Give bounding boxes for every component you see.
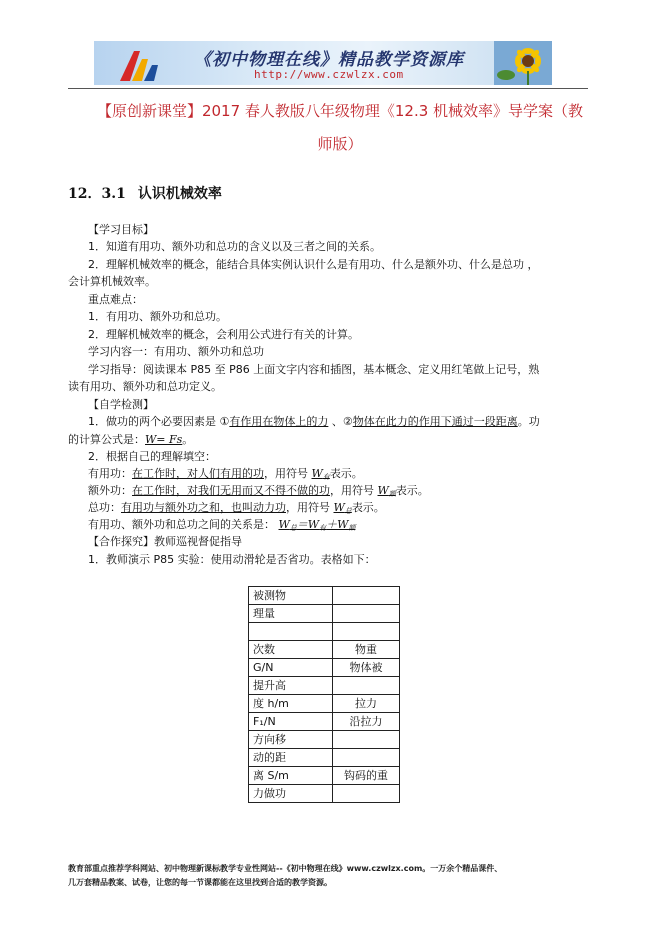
q1b-suffix: 。 — [182, 433, 194, 446]
table-row — [249, 641, 400, 659]
table-cell: 物体被 — [333, 659, 400, 677]
table-cell: 力做功 — [249, 785, 333, 803]
sunflower-icon — [494, 41, 552, 85]
extra-label: 额外功： — [88, 484, 132, 497]
goal-2b: 会计算机械效率。 — [68, 275, 156, 288]
table-row — [249, 605, 400, 623]
goal-2a: 2．理解机械效率的概念，能结合具体实例认识什么是有用功、什么是额外功、什么是总功 ， — [88, 258, 539, 271]
table-cell — [249, 623, 333, 641]
q1-answer-2: 物体在此力的作用下通过一段距离 — [352, 415, 518, 428]
question-2: 2．根据自己的理解填空： — [88, 450, 216, 463]
table-row — [249, 713, 400, 731]
page-footer — [68, 862, 608, 890]
table-cell: 提升高 — [249, 677, 333, 695]
q1-answer-1: 有作用在物体上的力 — [229, 415, 329, 428]
table-cell — [333, 731, 400, 749]
section-title: 认识机械效率 — [137, 186, 222, 202]
q1-suffix: 。功 — [517, 415, 540, 428]
q1-mid: 、② — [328, 415, 353, 428]
table-row — [249, 659, 400, 677]
total-mid: ，用符号 — [286, 501, 334, 514]
goal-1: 1．知道有用功、额外功和总功的含义以及三者之间的关系。 — [88, 240, 381, 253]
header-rule — [68, 88, 588, 89]
study-guide-a: 学习指导：阅读课本 P85 至 P86 上面文字内容和插图，基本概念、定义用红笔做上记号，熟 — [88, 363, 540, 376]
goals-heading: 【学习目标】 — [88, 223, 154, 236]
key-points-heading: 重点难点： — [88, 293, 143, 306]
total-end: 表示。 — [351, 501, 385, 514]
work-formula: W= Fs — [145, 433, 183, 446]
content-one: 学习内容一：有用功、额外功和总功 — [88, 345, 264, 358]
useful-end: 表示。 — [329, 467, 363, 480]
footer-line-1: 教育部重点推荐学科网站、初中物理新课标教学专业性网站--《初中物理在线》www.czwlzx.com。一万余个精品课件、 — [68, 864, 503, 873]
relation-prefix: 有用功、额外功和总功之间的关系是： — [88, 518, 279, 531]
table-row — [249, 587, 400, 605]
table-row — [249, 785, 400, 803]
useful-label: 有用功： — [88, 467, 132, 480]
useful-mid: ，用符号 — [264, 467, 312, 480]
study-guide-b: 读有用功、额外功和总功定义。 — [68, 380, 222, 393]
table-cell: 离 S/m — [249, 767, 333, 785]
table-cell: F₁/N — [249, 713, 333, 731]
extra-end: 表示。 — [395, 484, 429, 497]
table-cell: 方向移 — [249, 731, 333, 749]
banner-title: 《初中物理在线》精品教学资源库 — [194, 50, 464, 70]
section-number: 12．3.1 — [68, 186, 126, 202]
table-cell — [333, 623, 400, 641]
table-row — [249, 677, 400, 695]
key-point-2: 2．理解机械效率的概念，会利用公式进行有关的计算。 — [88, 328, 359, 341]
table-cell: G/N — [249, 659, 333, 677]
table-row — [249, 767, 400, 785]
experiment-table — [248, 586, 400, 803]
table-cell — [333, 677, 400, 695]
question-1 — [88, 414, 540, 429]
total-symbol: $W_总$ — [333, 501, 352, 515]
table-cell: 动的距 — [249, 749, 333, 767]
q1-prefix: 1．做功的两个必要因素是 ① — [88, 415, 230, 428]
total-label: 总功： — [88, 501, 121, 514]
section-heading — [68, 183, 222, 203]
extra-symbol: $W_额$ — [377, 484, 396, 498]
extra-answer: 在工作时，对我们无用而又不得不做的功 — [132, 484, 330, 497]
banner-url: http://www.czwlzx.com — [254, 68, 404, 81]
table-cell — [333, 785, 400, 803]
table-cell: 拉力 — [333, 695, 400, 713]
footer-line-2: 几万套精品教案、试卷，让您的每一节课都能在这里找到合适的教学资源。 — [68, 878, 332, 887]
q1b-prefix: 的计算公式是： — [68, 433, 145, 446]
table-row — [249, 749, 400, 767]
table-cell: 次数 — [249, 641, 333, 659]
question-1-formula — [68, 432, 193, 447]
table-cell: 沿拉力 — [333, 713, 400, 731]
table-row — [249, 731, 400, 749]
key-point-1: 1．有用功、额外功和总功。 — [88, 310, 227, 323]
table-cell — [333, 587, 400, 605]
table-cell — [333, 749, 400, 767]
useful-answer: 在工作时，对人们有用的功 — [132, 467, 264, 480]
table-row — [249, 623, 400, 641]
extra-mid: ，用符号 — [330, 484, 378, 497]
document-title — [90, 95, 590, 161]
document-title-line2: 师版） — [317, 135, 363, 153]
table-cell: 物重 — [333, 641, 400, 659]
table-row — [249, 695, 400, 713]
table-cell: 被测物 — [249, 587, 333, 605]
useful-symbol: $W_有$ — [311, 467, 330, 481]
table-cell: 钩码的重 — [333, 767, 400, 785]
total-answer: 有用功与额外功之和，也叫动力功 — [121, 501, 286, 514]
relation-formula: $W_总=W_有+W_额$ — [278, 518, 356, 532]
header-banner — [94, 41, 552, 85]
table-cell: 度 h/m — [249, 695, 333, 713]
cooperative-heading: 【合作探究】教师巡视督促指导 — [88, 535, 242, 548]
self-check-heading: 【自学检测】 — [88, 398, 154, 411]
table-cell — [333, 605, 400, 623]
table-cell: 理量 — [249, 605, 333, 623]
site-logo-icon — [116, 45, 160, 83]
cooperative-item-1: 1．教师演示 P85 实验：使用动滑轮是否省功。表格如下： — [88, 553, 376, 566]
document-title-line1: 【原创新课堂】2017 春人教版八年级物理《12.3 机械效率》导学案（教 — [96, 102, 584, 120]
